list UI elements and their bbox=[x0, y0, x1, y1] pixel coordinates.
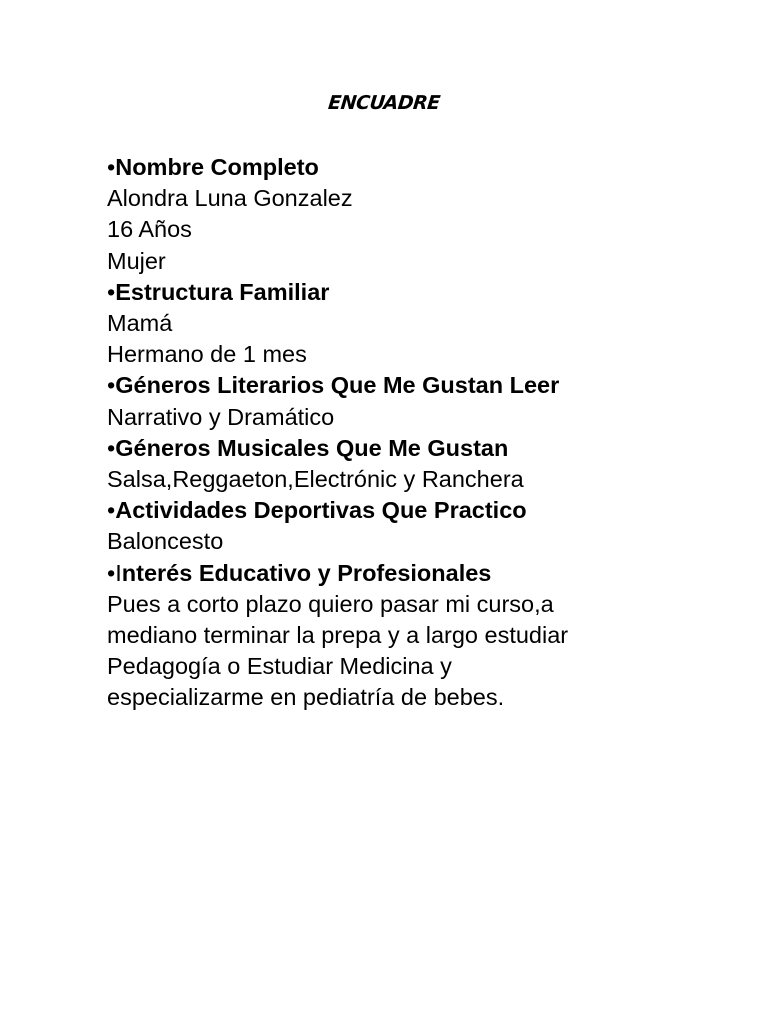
bullet-glyph: • bbox=[107, 154, 116, 180]
section-line: especializarme en pediatría de bebes. bbox=[107, 684, 505, 711]
section-line: Narrativo y Dramático bbox=[107, 403, 335, 430]
heading-prefix: I bbox=[115, 559, 122, 586]
heading-text: nterés Educativo y Profesionales bbox=[121, 559, 492, 586]
heading-text: Estructura Familiar bbox=[115, 278, 330, 305]
heading-text: Géneros Literarios Que Me Gustan Leer bbox=[115, 372, 560, 399]
section-line: Pedagogía o Estudiar Medicina y bbox=[107, 653, 452, 680]
section-line: Baloncesto bbox=[107, 528, 224, 555]
section-line: Mujer bbox=[107, 247, 166, 274]
bullet-glyph: • bbox=[107, 559, 116, 586]
bullet-glyph: • bbox=[107, 497, 116, 524]
document-body bbox=[107, 152, 707, 714]
document-title: ENCUADRE bbox=[327, 92, 441, 114]
section-line: Mamá bbox=[107, 310, 173, 337]
section-line: 16 Años bbox=[107, 216, 192, 243]
section-heading-nombre-completo bbox=[107, 152, 707, 183]
section-line: Alondra Luna Gonzalez bbox=[107, 185, 353, 212]
section-line: mediano terminar la prepa y a largo estudiar bbox=[107, 622, 569, 649]
heading-text: Actividades Deportivas Que Practico bbox=[115, 497, 527, 524]
bullet-glyph: • bbox=[107, 278, 116, 305]
bullet-glyph: • bbox=[107, 434, 116, 461]
heading-text: Nombre Completo bbox=[115, 154, 319, 180]
section-heading-interes-educativo bbox=[107, 558, 707, 589]
section-heading-generos-literarios bbox=[107, 370, 707, 401]
section-heading-estructura-familiar bbox=[107, 277, 707, 308]
heading-text: Géneros Musicales Que Me Gustan bbox=[115, 434, 509, 461]
section-heading-generos-musicales bbox=[107, 433, 707, 464]
section-line: Hermano de 1 mes bbox=[107, 341, 307, 368]
section-line: Pues a corto plazo quiero pasar mi curso,a bbox=[107, 590, 554, 617]
bullet-glyph: • bbox=[107, 372, 116, 399]
section-line: Salsa,Reggaeton,Electrónic y Ranchera bbox=[107, 466, 524, 493]
section-heading-actividades-deportivas bbox=[107, 495, 707, 526]
